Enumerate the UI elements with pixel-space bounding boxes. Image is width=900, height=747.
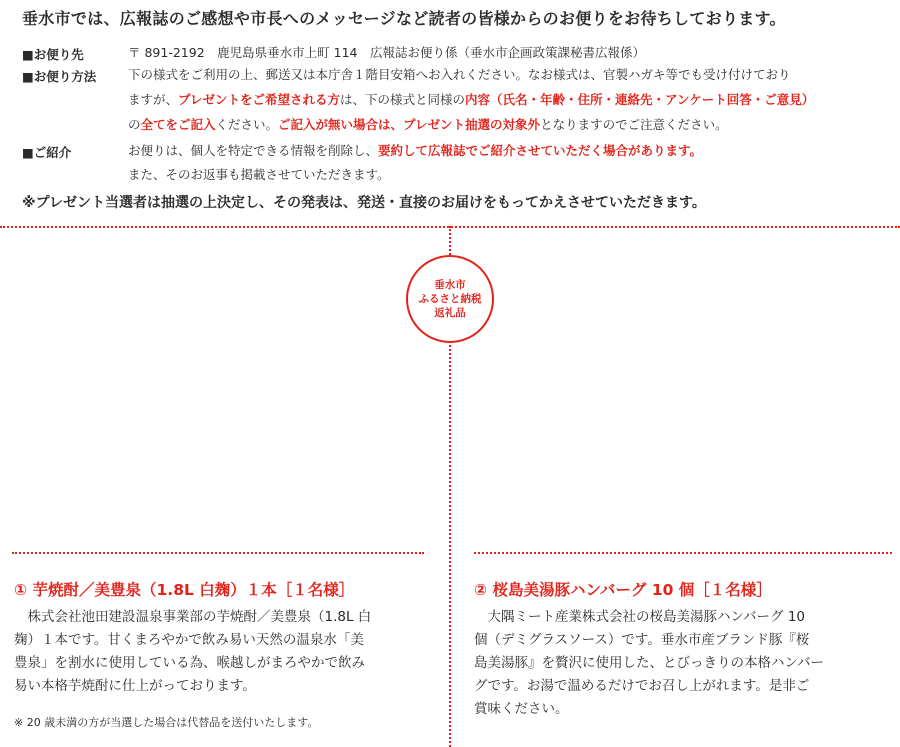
intro-text: お便りは、個人を特定できる情報を削除し、 bbox=[128, 143, 379, 158]
prize-2-line: 大隅ミート産業株式会社の桜島美湯豚ハンバーグ 10 bbox=[474, 609, 806, 625]
prize-1-title: ① 芋焼酎／美豊泉（1.8L 白麹）１本［１名様］ bbox=[14, 581, 355, 599]
furusato-stamp bbox=[406, 255, 494, 343]
prize-separator-right bbox=[474, 552, 892, 554]
method-text: ください。 bbox=[215, 117, 279, 132]
method-highlight: ご記入が無い場合は、プレゼント抽選の対象外 bbox=[278, 117, 541, 132]
method-text: ますが、 bbox=[128, 92, 179, 107]
stamp-line: ふるさと納税 bbox=[418, 293, 482, 305]
method-highlight: プレゼントをご希望される方 bbox=[178, 92, 341, 107]
stamp-line: 返礼品 bbox=[434, 307, 466, 319]
prize-2-line: 賞味ください。 bbox=[474, 701, 569, 717]
method-line-1: 下の様式をご利用の上、郵送又は本庁舎１階目安箱へお入れください。なお様式は、官製ハガキ等でも受け付けており bbox=[128, 67, 791, 82]
address-text: 〒 891-2192 鹿児島県垂水市上町 114 広報誌お便り係（垂水市企画政策課秘書広報係） bbox=[128, 45, 645, 60]
address-label: ■お便り先 bbox=[22, 47, 84, 62]
method-label: ■お便り方法 bbox=[22, 69, 97, 84]
method-highlight: 内容（氏名・年齢・住所・連絡先・アンケート回答・ご意見） bbox=[465, 92, 815, 107]
method-line-3 bbox=[128, 114, 888, 136]
intro-line-1 bbox=[128, 140, 888, 162]
prize-1-note: ※ 20 歳未満の方が当選した場合は代替品を送付いたします。 bbox=[14, 716, 319, 729]
prize-1-line: 豊泉」を割水に使用している為、喉越しがまろやかで飲み bbox=[14, 655, 365, 671]
intro-label: ■ご紹介 bbox=[22, 145, 72, 160]
prize-1-line: 易い本格芋焼酎に仕上がっております。 bbox=[14, 678, 256, 694]
method-text: となりますのでご注意ください。 bbox=[540, 117, 728, 132]
method-text: の bbox=[128, 117, 141, 132]
info-section bbox=[22, 42, 892, 182]
prize-1-description bbox=[14, 606, 434, 698]
prize-2-line: グです。お湯で温めるだけでお召し上がれます。是非ご bbox=[474, 678, 810, 694]
prize-2-line: 島美湯豚』を贅沢に使用した、とびっきりの本格ハンバー bbox=[474, 655, 825, 671]
intro-highlight: 要約して広報誌でご紹介させていただく場合があります。 bbox=[378, 143, 703, 158]
prize-photo-right bbox=[470, 240, 880, 540]
page-headline: 垂水市では、広報誌のご感想や市長へのメッセージなど読者の皆様からのお便りをお待ちしております。 bbox=[22, 9, 786, 28]
prize-separator-left bbox=[12, 552, 424, 554]
prize-2-line: 個（デミグラスソース）です。垂水市産ブランド豚『桜 bbox=[474, 632, 810, 648]
lottery-notice: ※プレゼント当選者は抽選の上決定し、その発表は、発送・直接のお届けをもってかえさせていただきます。 bbox=[22, 195, 706, 211]
method-line-2 bbox=[128, 89, 888, 111]
method-text: は、下の様式と同様の bbox=[340, 92, 466, 107]
prize-1-line: 株式会社池田建設温泉事業部の芋焼酎／美豊泉（1.8L 白 bbox=[14, 609, 372, 625]
prize-1-line: 麹）１本です。甘くまろやかで飲み易い天然の温泉水「美 bbox=[14, 632, 364, 648]
method-highlight: 全てをご記入 bbox=[140, 117, 216, 132]
prize-photo-left bbox=[60, 240, 430, 540]
intro-line-2: また、そのお返事も掲載させていただきます。 bbox=[128, 167, 390, 182]
prize-2-description bbox=[474, 606, 894, 721]
prize-2-title: ② 桜島美湯豚ハンバーグ 10 個［１名様］ bbox=[474, 581, 772, 599]
stamp-line: 垂水市 bbox=[434, 279, 466, 291]
